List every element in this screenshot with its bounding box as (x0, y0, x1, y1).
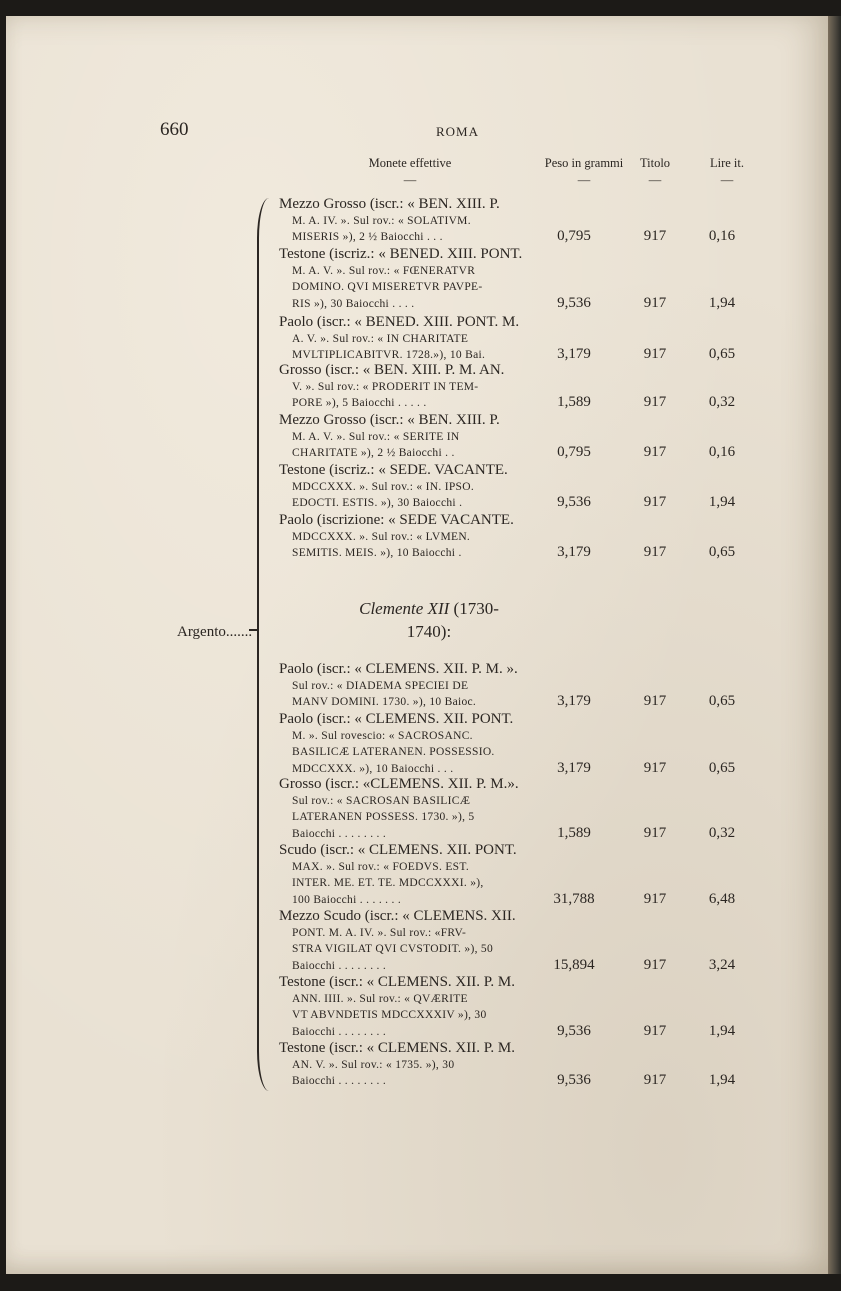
coin-entry-line: MVLTIPLICABITVR. 1728.»), 10 Bai. (292, 349, 486, 362)
column-head-lire (695, 155, 759, 189)
coin-entry-line: RIS »), 30 Baiocchi . . . . (292, 297, 415, 310)
coin-entry-line: Sul rov.: « DIADEMA SPECIEI DE (292, 679, 469, 692)
coin-entry-line: PORE »), 5 Baiocchi . . . . . (292, 397, 427, 410)
coin-weight: 0,795 (557, 444, 591, 461)
running-head: ROMA (436, 124, 480, 139)
column-head-peso (544, 155, 624, 189)
section-title (300, 597, 558, 620)
coin-entry-line: Mezzo Grosso (iscr.: « BEN. XIII. P. (279, 196, 500, 212)
coin-fineness: 917 (643, 956, 667, 973)
coin-entry-line: Baiocchi . . . . . . . . (292, 1075, 387, 1088)
coin-entry-line: MDCCXXX. ». Sul rov.: « LVMEN. (292, 530, 471, 543)
coin-entry-line: VT ABVNDETIS MDCCXXXIV »), 30 (292, 1009, 487, 1022)
coin-value-lire: 0,16 (708, 228, 736, 245)
coin-weight: 9,536 (557, 1072, 591, 1089)
coin-weight: 3,179 (557, 544, 591, 561)
coin-entry-line: Baiocchi . . . . . . . . (292, 1025, 387, 1038)
coin-entry-line: Paolo (iscr.: « CLEMENS. XII. PONT. (279, 711, 514, 727)
coin-value-lire: 1,94 (708, 294, 736, 311)
coin-value-lire: 0,16 (708, 444, 736, 461)
coin-entry-line: 100 Baiocchi . . . . . . . (292, 893, 402, 906)
book-spine (828, 16, 841, 1274)
coin-entry-line: M. ». Sul rovescio: « SACROSANC. (292, 729, 473, 742)
coin-value-lire: 1,94 (708, 1072, 736, 1089)
section-title-line-2 (300, 620, 558, 643)
coin-entry-line: AN. V. ». Sul rov.: « 1735. »), 30 (292, 1058, 455, 1071)
coin-entry-line: Testone (iscriz.: « SEDE. VACANTE. (279, 462, 508, 478)
column-head-coins-label: Monete effettive (368, 156, 452, 170)
coin-entry-line: A. V. ». Sul rov.: « IN CHARITATE (292, 332, 469, 345)
coin-entry-line: Baiocchi . . . . . . . . (292, 827, 387, 840)
coin-entry-line: MDCCXXX. »), 10 Baiocchi . . . (292, 762, 454, 775)
coin-entry-line: Testone (iscr.: « CLEMENS. XII. P. M. (279, 1040, 516, 1056)
coin-entry-line: Testone (iscr.: « CLEMENS. XII. P. M. (279, 974, 516, 990)
coin-value-lire: 0,32 (708, 394, 736, 411)
coin-entry-line: INTER. ME. ET. TE. MDCCXXXI. »), (292, 877, 484, 890)
coin-fineness: 917 (643, 759, 667, 776)
coin-value-lire: 0,32 (708, 824, 736, 841)
coin-entry-line: Mezzo Grosso (iscr.: « BEN. XIII. P. (279, 412, 500, 428)
coin-entry-line: MISERIS »), 2 ½ Baiocchi . . . (292, 231, 443, 244)
column-head-coins (340, 155, 480, 189)
coin-entry-line: V. ». Sul rov.: « PRODERIT IN TEM- (292, 380, 479, 393)
coin-entry-line: Grosso (iscr.: « BEN. XIII. P. M. AN. (279, 362, 505, 378)
coin-entry-line: Mezzo Scudo (iscr.: « CLEMENS. XII. (279, 908, 516, 924)
coin-fineness: 917 (643, 444, 667, 461)
coin-entry-line: ANN. IIII. ». Sul rov.: « QVÆRITE (292, 992, 468, 1005)
column-head-lire-dash: — (720, 173, 734, 187)
coin-entry-line: M. A. V. ». Sul rov.: « SERITE IN (292, 430, 460, 443)
coin-weight: 3,179 (557, 346, 591, 363)
coin-fineness: 917 (643, 544, 667, 561)
coin-entry-line: DOMINO. QVI MISERETVR PAVPE- (292, 281, 483, 294)
coin-weight: 1,589 (557, 824, 591, 841)
coin-value-lire: 1,94 (708, 1022, 736, 1039)
coin-entry-line: EDOCTI. ESTIS. »), 30 Baiocchi . (292, 497, 463, 510)
coin-entry-line: Scudo (iscr.: « CLEMENS. XII. PONT. (279, 842, 517, 858)
coin-entry-line: BASILICÆ LATERANEN. POSSESSIO. (292, 746, 495, 759)
column-head-titolo-dash: — (648, 173, 662, 187)
metal-label: Argento....... (177, 624, 253, 640)
section-title-years-end: 1740): (406, 622, 452, 641)
coin-weight: 3,179 (557, 693, 591, 710)
column-head-titolo (625, 155, 685, 189)
coin-entry-line: Paolo (iscrizione: « SEDE VACANTE. (279, 512, 514, 528)
coin-fineness: 917 (643, 890, 667, 907)
coin-entry-line: SEMITIS. MEIS. »), 10 Baiocchi . (292, 547, 462, 560)
coin-value-lire: 6,48 (708, 890, 736, 907)
coin-fineness: 917 (643, 693, 667, 710)
coin-weight: 9,536 (557, 1022, 591, 1039)
coin-fineness: 917 (643, 294, 667, 311)
coin-weight: 9,536 (557, 294, 591, 311)
coin-value-lire: 3,24 (708, 956, 736, 973)
column-head-coins-dash: — (403, 173, 417, 187)
coin-fineness: 917 (643, 494, 667, 511)
coin-entry-line: Baiocchi . . . . . . . . (292, 959, 387, 972)
coin-entry-line: MAX. ». Sul rov.: « FOEDVS. EST. (292, 860, 470, 873)
coin-entry-line: LATERANEN POSSESS. 1730. »), 5 (292, 811, 475, 824)
coin-weight: 15,894 (553, 956, 595, 973)
coin-fineness: 917 (643, 1022, 667, 1039)
coin-weight: 0,795 (557, 228, 591, 245)
column-head-peso-dash: — (577, 173, 591, 187)
coin-fineness: 917 (643, 824, 667, 841)
column-head-lire-label: Lire it. (709, 156, 744, 170)
coin-weight: 3,179 (557, 759, 591, 776)
column-head-peso-label: Peso in grammi (544, 156, 624, 170)
coin-weight: 1,589 (557, 394, 591, 411)
coin-value-lire: 0,65 (708, 693, 736, 710)
coin-entry-line: M. A. IV. ». Sul rov.: « SOLATIVM. (292, 214, 471, 227)
coin-fineness: 917 (643, 394, 667, 411)
coin-entry-line: Paolo (iscr.: « CLEMENS. XII. P. M. ». (279, 661, 518, 677)
coin-entry-line: MDCCXXX. ». Sul rov.: « IN. IPSO. (292, 480, 474, 493)
coin-entry-line: CHARITATE »), 2 ½ Baiocchi . . (292, 447, 455, 460)
coin-entry-line: M. A. V. ». Sul rov.: « FŒNERATVR (292, 264, 476, 277)
coin-value-lire: 0,65 (708, 346, 736, 363)
section-title-pope: Clemente XII (359, 599, 450, 618)
coin-entry-line: STRA VIGILAT QVI CVSTODIT. »), 50 (292, 943, 494, 956)
coin-fineness: 917 (643, 228, 667, 245)
coin-entry-line: Sul rov.: « SACROSAN BASILICÆ (292, 794, 471, 807)
coin-value-lire: 0,65 (708, 544, 736, 561)
coin-entry-line: MANV DOMINI. 1730. »), 10 Baioc. (292, 696, 477, 709)
grouping-bracket (257, 198, 273, 1091)
coin-entry-line: Paolo (iscr.: « BENED. XIII. PONT. M. (279, 314, 520, 330)
coin-weight: 9,536 (557, 494, 591, 511)
page-number: 660 (160, 119, 189, 140)
coin-fineness: 917 (643, 346, 667, 363)
coin-value-lire: 0,65 (708, 759, 736, 776)
coin-entry-line: PONT. M. A. IV. ». Sul rov.: «FRV- (292, 926, 467, 939)
column-head-titolo-label: Titolo (639, 156, 671, 170)
coin-value-lire: 1,94 (708, 494, 736, 511)
coin-entry-line: Grosso (iscr.: «CLEMENS. XII. P. M.». (279, 776, 519, 792)
section-title-years-start: (1730- (453, 599, 499, 618)
coin-weight: 31,788 (553, 890, 595, 907)
coin-fineness: 917 (643, 1072, 667, 1089)
coin-entry-line: Testone (iscriz.: « BENED. XIII. PONT. (279, 246, 523, 262)
